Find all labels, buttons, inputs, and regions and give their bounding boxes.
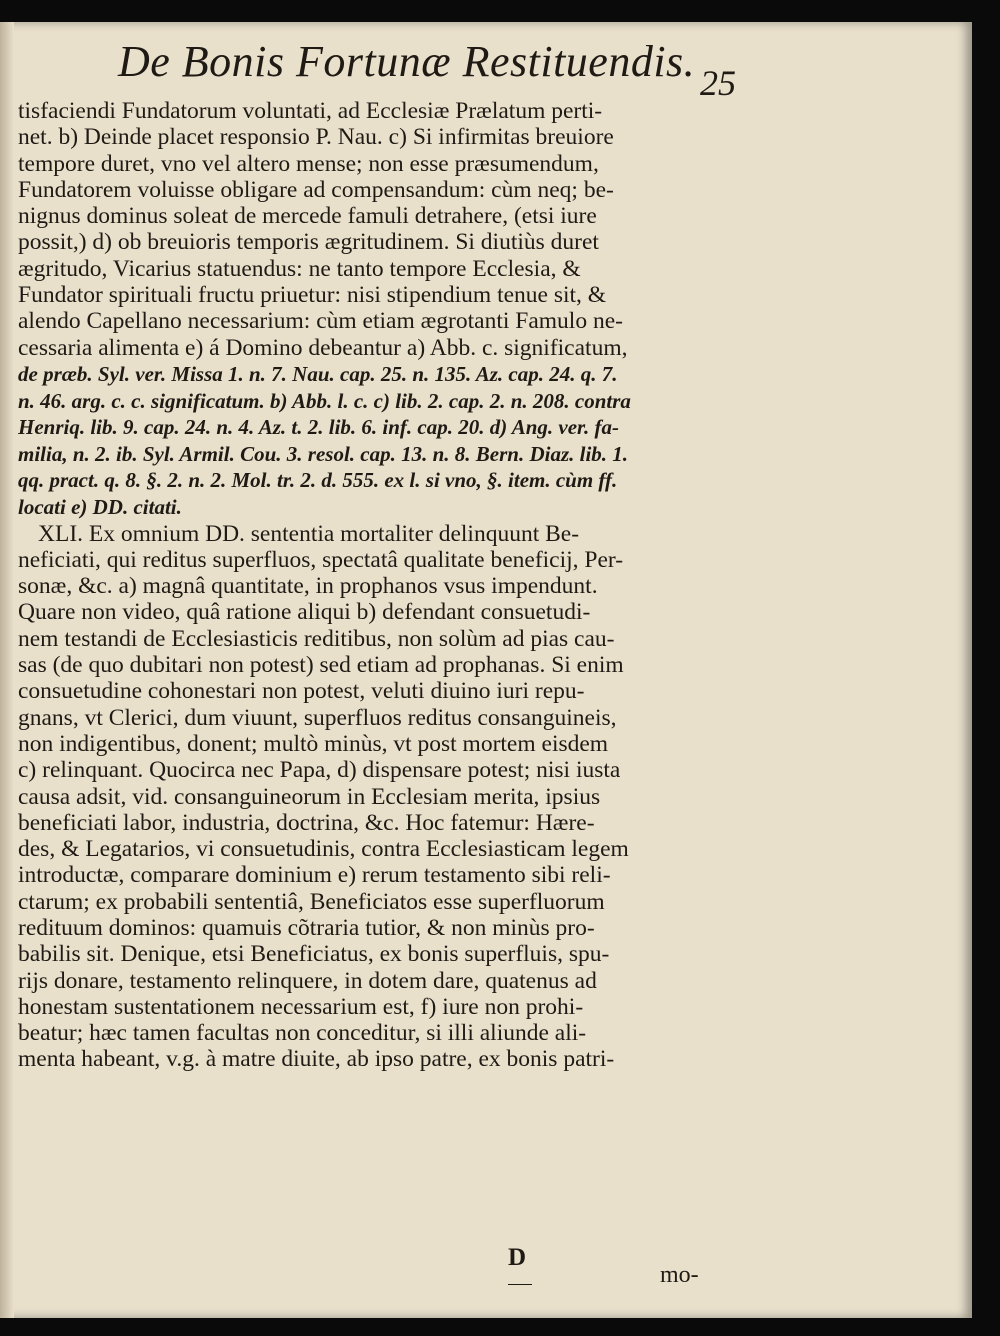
text-line: beatur; hæc tamen facultas non conceditur, si illi aliunde ali- xyxy=(18,1020,587,1047)
text-line: ctarum; ex probabili sententiâ, Beneficiatos esse superfluorum xyxy=(18,888,605,915)
text-line: ægritudo, Vicarius statuendus: ne tanto tempore Ecclesia, & xyxy=(18,255,581,282)
text-line: possit,) d) ob breuioris temporis ægritudinem. Si diutiùs duret xyxy=(18,229,599,256)
text-line: des, & Legatarios, vi consuetudinis, contra Ecclesiasticam legem xyxy=(18,836,629,863)
text-line: sonæ, &c. a) magnâ quantitate, in prophanos vsus impendunt. xyxy=(18,573,598,600)
note-line: milia, n. 2. ib. Syl. Armil. Cou. 3. resol. cap. 13. n. 8. Bern. Diaz. lib. 1. xyxy=(18,441,629,466)
text-line: sas (de quo dubitari non potest) sed etiam ad prophanas. Si enim xyxy=(18,652,624,679)
signature-underline xyxy=(508,1284,532,1285)
running-head-title: De Bonis Fortunæ Restituendis. xyxy=(118,37,696,86)
page-number: 25 xyxy=(700,63,736,103)
marginal-notes xyxy=(18,361,740,521)
text-line: tisfaciendi Fundatorum voluntati, ad Ecclesiæ Prælatum perti- xyxy=(18,98,603,124)
paragraph-xli xyxy=(18,521,740,1073)
catchword: mo- xyxy=(660,1262,699,1288)
text-line: rijs donare, testamento relinquere, in dotem dare, quatenus ad xyxy=(18,967,597,994)
signature-mark: D xyxy=(508,1244,527,1271)
text-line: consuetudine cohonestari non potest, veluti diuino iuri repu- xyxy=(18,678,585,705)
text-line: net. b) Deinde placet responsio P. Nau. c) Si infirmitas breuiore xyxy=(18,124,614,151)
text-line: non indigentibus, donent; multò minùs, vt post mortem eisdem xyxy=(18,730,609,757)
text-line: c) relinquant. Quocirca nec Papa, d) dispensare potest; nisi iusta xyxy=(18,757,621,784)
note-line: de præb. Syl. ver. Missa 1. n. 7. Nau. cap. 25. n. 135. Az. cap. 24. q. 7. xyxy=(18,361,618,386)
text-line: babilis sit. Denique, etsi Beneficiatus, ex bonis superfluis, spu- xyxy=(18,941,610,968)
text-line: menta habeant, v.g. à matre diuite, ab ipso patre, ex bonis patri- xyxy=(18,1046,615,1073)
note-line: qq. pract. q. 8. §. 2. n. 2. Mol. tr. 2. d. 555. ex l. si vno, §. item. cùm ff. xyxy=(18,468,618,493)
text-line: tempore duret, vno vel altero mense; non esse præsumendum, xyxy=(18,150,599,177)
text-line: Fundator spirituali fructu priuetur: nisi stipendium tenue sit, & xyxy=(18,282,607,309)
text-line: redituum dominos: quamuis cõtraria tutior, & non minùs pro- xyxy=(18,914,595,941)
text-line: alendo Capellano necessarium: cùm etiam ægrotanti Famulo ne- xyxy=(18,308,623,335)
text-line: beneficiati labor, industria, doctrina, &c. Hoc fatemur: Hære- xyxy=(18,809,595,836)
text-line: honestam sustentationem necessarium est, f) iure non prohi- xyxy=(18,993,584,1020)
note-line: n. 46. arg. c. c. significatum. b) Abb. l. c. c) lib. 2. cap. 2. n. 208. contra xyxy=(18,388,631,413)
page-body xyxy=(18,98,740,1073)
page-gutter xyxy=(0,22,14,1318)
text-line: cessaria alimenta e) á Domino debeantur a) Abb. c. significatum, xyxy=(18,334,628,361)
text-line: nem testandi de Ecclesiasticis reditibus, non solùm ad pias cau- xyxy=(18,625,615,652)
text-line: introductæ, comparare dominium e) rerum testamento sibi reli- xyxy=(18,862,611,889)
text-line: neficiati, qui reditus superfluos, spectatâ qualitate beneficij, Per- xyxy=(18,546,624,573)
text-line: Quare non video, quâ ratione aliqui b) defendant consuetudi- xyxy=(18,599,591,626)
paragraph-main xyxy=(18,98,740,361)
text-line: Fundatorem voluisse obligare ad compensandum: cùm neq; be- xyxy=(18,176,614,203)
text-line: gnans, vt Clerici, dum viuunt, superfluos reditus consanguineis, xyxy=(18,704,617,731)
note-line: Henriq. lib. 9. cap. 24. n. 4. Az. t. 2. lib. 6. inf. cap. 20. d) Ang. ver. fa- xyxy=(18,415,620,440)
book-page xyxy=(0,22,972,1318)
text-line: causa adsit, vid. consanguineorum in Ecclesiam merita, ipsius xyxy=(18,783,601,810)
note-line: locati e) DD. citati. xyxy=(18,494,182,519)
section-heading-line: XLI. Ex omnium DD. sententia mortaliter delinquunt Be- xyxy=(38,520,580,547)
text-line: nignus dominus soleat de mercede famuli detrahere, (etsi iure xyxy=(18,203,597,230)
